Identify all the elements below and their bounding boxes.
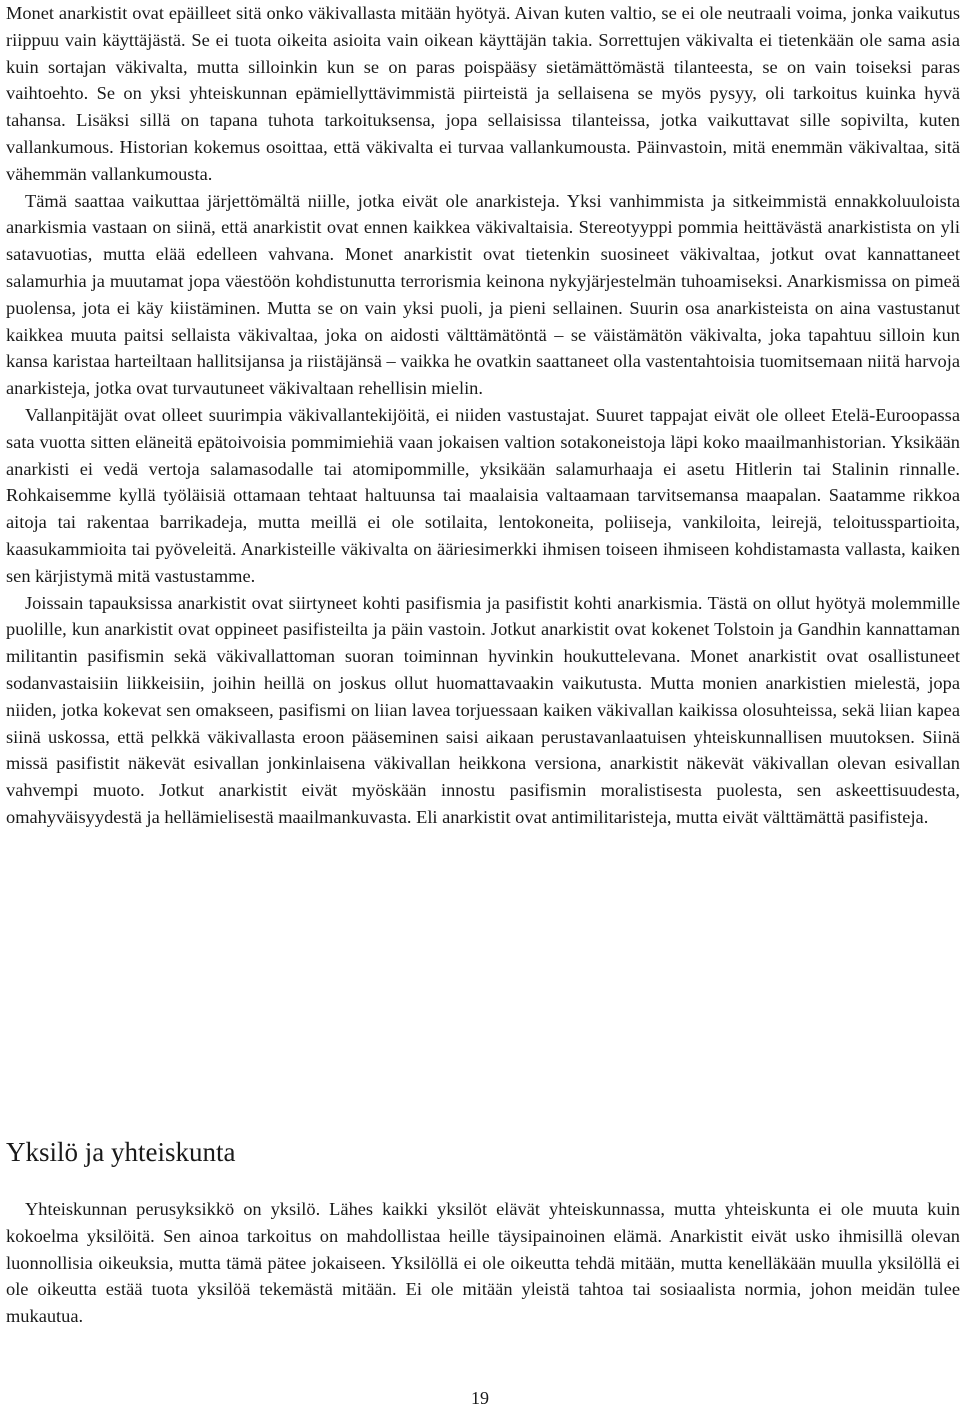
section-body — [6, 1196, 960, 1330]
body-paragraph-1: Monet anarkistit ovat epäilleet sitä onko väkivallasta mitään hyötyä. Aivan kuten valtio, se ei ole neutraali voima, jonka vaikutus riippuu vain käyttäjästä. Se ei tuota oikeita asioita vain oikean käyttäjän takia. Sorrettujen väkivalta ei tietenkään ole sama asia kuin sortajan väkivalta, mutta silloinkin kun se on paras poispääsy sietämättömästä tilanteesta, se on vain toiseksi paras vaihtoehto. Se on yksi yhteiskunnan epämiellyttävimmistä piirteistä ja sellaisena se myös pysyy, oli tarkoitus kuinka hyvä tahansa. Lisäksi sillä on tapana tuhota tarkoituksensa, jopa sellaisissa tilanteissa, jotka vaikuttavat sille sopivilta, kuten vallankumous. Historian kokemus osoittaa, että väkivalta ei turvaa vallankumousta. Päinvastoin, mitä enemmän väkivaltaa, sitä vähemmän vallankumousta. — [6, 3, 960, 184]
page-number: 19 — [471, 1388, 489, 1408]
body-paragraph-3: Vallanpitäjät ovat olleet suurimpia väkivallantekijöitä, ei niiden vastustajat. Suuret tappajat eivät ole olleet Etelä-Euroopassa sata vuotta sitten eläneitä epätoivoisia pommimiehiä vaan jokaisen valtion sotakoneistoja läpi koko maailmanhistorian. Yksikään anarkisti ei vedä vertoja salamasodalle tai atomipommille, yksikään salamurhaaja ei asetu Hitlerin tai Stalinin rinnalle. Rohkaisemme kyllä työläisiä ottamaan tehtaat haltuunsa tai maalaisia valtaamaan tarvitsemansa maapalan. Saatamme rikkoa aitoja tai rakentaa barrikadeja, mutta meillä ei ole sotilaita, lentokoneita, poliiseja, vankiloita, leirejä, teloitusspartioita, kaasukammioita tai pyöveleitä. Anarkisteille väkivalta on ääriesimerkki ihmisen toiseen ihmiseen kohdistamasta vallasta, kaiken sen kärjistymä mitä vastustamme. — [6, 404, 960, 586]
section-heading: Yksilö ja yhteiskunta — [6, 1137, 236, 1167]
body-paragraph-2: Tämä saattaa vaikuttaa järjettömältä niille, jotka eivät ole anarkisteja. Yksi vanhimmista ja sitkeimmistä ennakkoluuloista anarkismia vastaan on siinä, että anarkistit ovat ennen kaikkea väkivaltaisia. Stereotyyppi pommia heittävästä anarkistista on yli satavuotias, mutta elää edelleen vahvana. Monet anarkistit ovat tietenkin suosineet väkivaltaa, jotkut ovat kannattaneet salamurhia ja muutamat jopa väestöön kohdistunutta terrorismia keinona nykyjärjestelmän tuhoamiseksi. Anarkismissa on pimeä puolensa, jota ei käy kiistäminen. Mutta se on vain yksi puoli, ja pieni sellainen. Suurin osa anarkisteista on aina vastustanut kaikkea muuta paitsi sellaista väkivaltaa, joka on aidosti välttämätöntä – se väistämätön väkivalta, joka tapahtuu silloin kun kansa karistaa harteiltaan hallitsijansa ja riistäjänsä – vaikka he ovatkin saattaneet olla vastentahtoisia tuomitsemaan niitä harvoja anarkisteja, jotka ovat turvautuneet väkivaltaan rehellisin mielin. — [6, 190, 960, 399]
page-body — [6, 0, 960, 831]
body-paragraph-4: Joissain tapauksissa anarkistit ovat siirtyneet kohti pasifismia ja pasifistit kohti anarkismia. Tästä on ollut hyötyä molemmille puolille, kun anarkistit ovat oppineet pasifisteilta ja päin vastoin. Jotkut anarkistit ovat kokenet Tolstoin ja Gandhin kannattaman militantin pasifismin sekä väkivallattoman suoran toiminnan hyvinkin houkuttelevana. Monet anarkistit ovat osallistuneet sodanvastaisiin liikkeisiin, joihin heillä on joskus ollut huomattavaakin vaikutusta. Mutta monien anarkistien mielestä, jopa niiden, jotka kokevat sen omakseen, pasifismi on liian lavea torjuessaan kaiken väkivallan kaikissa olosuhteissa, sekä liian kapea siinä uskossa, että pelkkä väkivallasta eroon pääseminen saisi aikaan perustavanlaatuisen yhteiskunnallisen muutoksen. Siinä missä pasifistit näkevät esivallan jonkinlaisena väkivallan heikkona versiona, anarkistit näkevät väkivallan olevan esivallan vahvempi muoto. Jotkut anarkistit eivät myöskään innostu pasifismin moralistisesta puolesta, sen askeettisuudesta, omahyväisyydestä ja hellämielisestä maailmankuvasta. Eli anarkistit ovat antimilitaristeja, mutta eivät välttämättä pasifisteja. — [6, 592, 960, 827]
section-paragraph-1: Yhteiskunnan perusyksikkö on yksilö. Lähes kaikki yksilöt elävät yhteiskunnassa, mutta yhteiskunta ei ole muuta kuin kokoelma yksilöitä. Sen ainoa tarkoitus on mahdollistaa heille täysipainoinen elämä. Anarkistit eivät usko ihmisillä olevan luonnollisia oikeuksia, mutta tämä pätee jokaiseen. Yksilöllä ei ole oikeutta tehdä mitään, mutta kenelläkään muulla yksilöllä ei ole oikeutta estää tuota yksilöä tekemästä mitään. Ei ole mitään yleistä tahtoa tai sosiaalista normia, johon meidän tulee mukautua. — [6, 1199, 960, 1327]
